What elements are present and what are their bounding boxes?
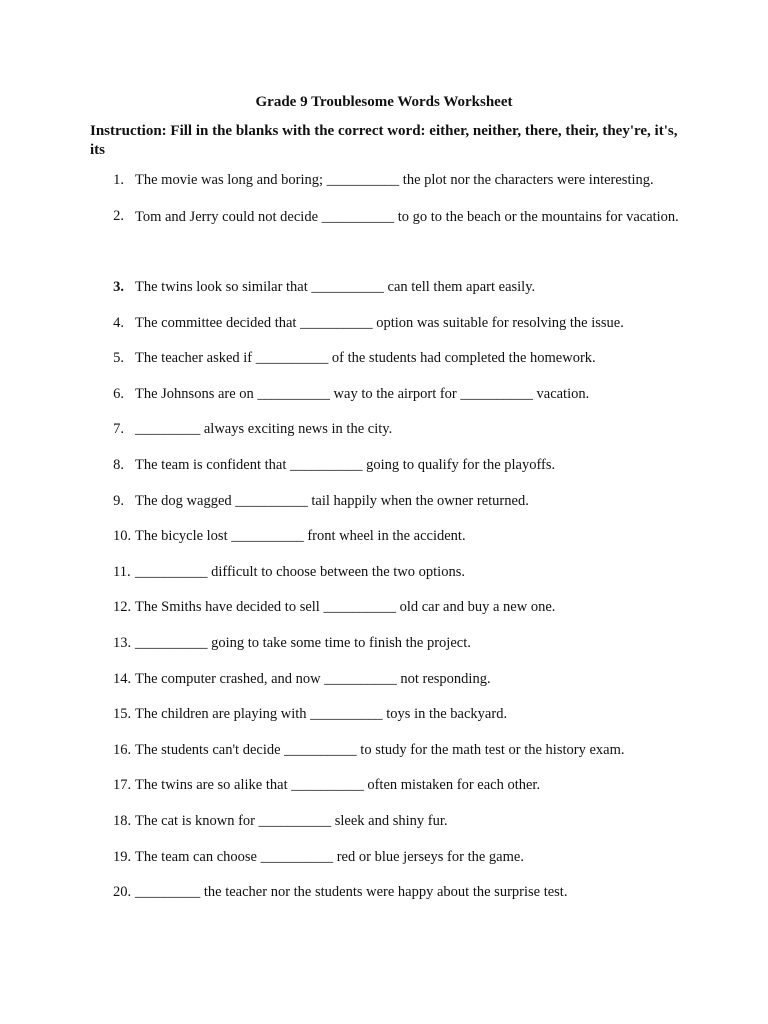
question-number: 7. [113,421,124,438]
question-text: The twins look so similar that __________ can tell them apart easily. [135,279,536,296]
question-number: 5. [113,350,124,367]
question-text: The students can't decide __________ to study for the math test or the history exam. [135,741,625,758]
question-item [90,421,690,457]
question-number: 9. [113,492,124,509]
question-item [90,742,690,778]
question-number: 10. [113,528,132,545]
question-text: The cat is known for __________ sleek and shiny fur. [135,813,448,829]
question-number: 20. [113,884,132,901]
question-item [90,279,690,315]
question-text: The bicycle lost __________ front wheel in the accident. [135,528,466,545]
question-text: _________ the teacher nor the students were happy about the surprise test. [135,884,568,901]
question-item [90,208,690,280]
question-text: The twins are so alike that __________ often mistaken for each other. [135,777,541,794]
question-number: 16. [113,741,132,758]
question-item [90,671,690,707]
question-list [90,172,690,920]
question-item [90,350,690,386]
question-number: 17. [113,777,132,794]
question-item [90,493,690,529]
question-number: 19. [113,848,132,865]
question-number: 12. [113,599,132,616]
question-number: 3. [113,279,124,296]
question-number: 11. [113,563,131,580]
question-number: 8. [113,457,124,474]
question-item [90,599,690,635]
question-text: The committee decided that __________ option was suitable for resolving the issue. [135,314,624,331]
question-text: The children are playing with __________ toys in the backyard. [135,706,508,723]
question-number: 15. [113,706,132,723]
question-text: __________ going to take some time to finish the project. [135,635,471,652]
question-text: The computer crashed, and now __________ not responding. [135,670,491,687]
question-text: The dog wagged __________ tail happily when the owner returned. [135,492,529,509]
instruction-text: Instruction: Fill in the blanks with the correct word: either, neither, there, their, they're, it's, its [90,123,678,158]
question-item [90,457,690,493]
question-item [90,315,690,351]
question-number: 18. [113,813,132,829]
question-number: 4. [113,314,124,331]
question-text: The Johnsons are on __________ way to the airport for __________ vacation. [135,385,590,402]
question-text: __________ difficult to choose between the two options. [135,563,465,580]
question-item [90,386,690,422]
question-text: The team is confident that __________ going to qualify for the playoffs. [135,457,556,474]
question-number: 1. [113,172,124,188]
question-item [90,564,690,600]
question-number: 6. [113,385,124,402]
question-item [90,777,690,813]
question-text: _________ always exciting news in the city. [135,421,393,438]
page-title: Grade 9 Troublesome Words Worksheet [255,94,513,110]
question-text: Tom and Jerry could not decide __________ to go to the beach or the mountains for vacation. [135,208,679,225]
question-text: The teacher asked if __________ of the students had completed the homework. [135,350,596,367]
question-item [90,528,690,564]
question-number: 13. [113,635,132,652]
question-number: 2. [113,207,124,224]
question-number: 14. [113,670,132,687]
question-item [90,635,690,671]
question-item [90,849,690,885]
question-text: The Smiths have decided to sell __________ old car and buy a new one. [135,599,556,616]
question-item [90,706,690,742]
question-item [90,884,690,920]
question-item [90,813,690,849]
question-text: The team can choose __________ red or blue jerseys for the game. [135,848,524,865]
question-text: The movie was long and boring; __________ the plot nor the characters were interesting. [135,172,654,188]
